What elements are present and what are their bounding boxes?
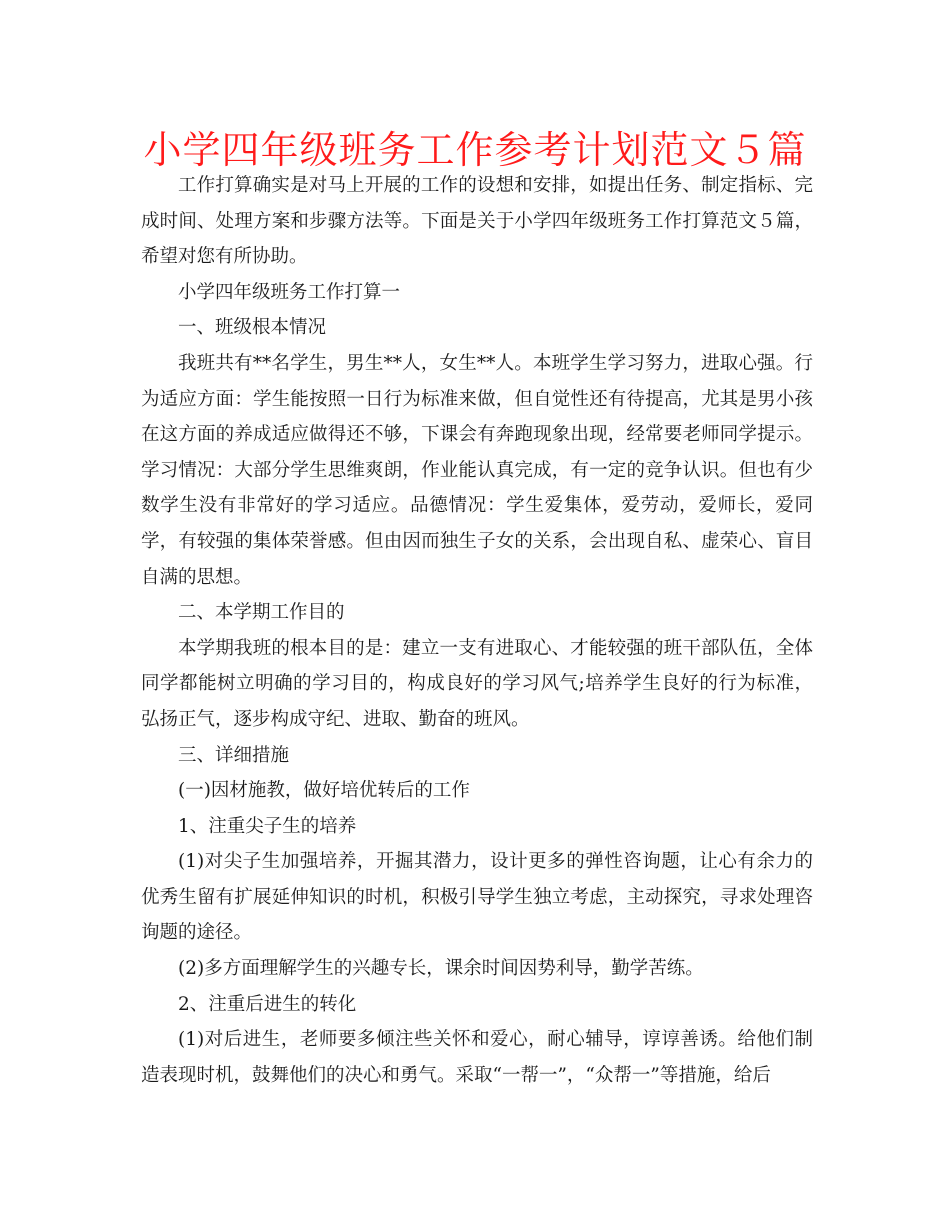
body-paragraph: 本学期我班的根本目的是：建立一支有进取心、才能较强的班干部队伍，全体同学都能树立明确的学习目的，构成良好的学习风气;培养学生良好的行为标准，弘扬正气，逐步构成守纪、进取、勤奋的班风。 xyxy=(141,637,813,730)
document-title: 小学四年级班务工作参考计划范文５篇 xyxy=(143,128,807,172)
subsection-heading: 2、注重后进生的转化 xyxy=(178,993,357,1015)
body-paragraph: 我班共有**名学生，男生**人，女生**人。本班学生学习努力，进取心强。行为适应方面：学生能按照一日行为标准来做，但自觉性还有待提高，尤其是男小孩在这方面的养成适应做得还不够，下课会有奔跑现象出现，经常要老师同学提示。学习情况：大部分学生思维爽朗，作业能认真完成，有一定的竞争认识。但也有少数学生没有非常好的学习适应。品德情况：学生爱集体，爱劳动，爱师长，爱同学，有较强的集体荣誉感。但由因而独生子女的关系，会出现自私、虚荣心、盲目自满的思想。 xyxy=(141,352,813,588)
section-heading-plan-one: 小学四年级班务工作打算一 xyxy=(178,281,401,303)
document-body xyxy=(141,168,813,1093)
subsection-heading: 1、注重尖子生的培养 xyxy=(178,815,357,837)
section-heading-goals: 二、本学期工作目的 xyxy=(178,602,345,624)
intro-paragraph: 工作打算确实是对马上开展的工作的设想和安排，如提出任务、制定指标、完成时间、处理方案和步骤方法等。下面是关于小学四年级班务工作打算范文５篇，希望对您有所协助。 xyxy=(141,175,813,268)
body-paragraph: (1)对后进生，老师要多倾注些关怀和爱心，耐心辅导，谆谆善诱。给他们制造表现时机，鼓舞他们的决心和勇气。采取“一帮一”，“众帮一”等措施，给后 xyxy=(141,1029,813,1086)
section-heading-measures: 三、详细措施 xyxy=(178,744,290,766)
body-paragraph: (1)对尖子生加强培养，开掘其潜力，设计更多的弹性咨询题，让心有余力的优秀生留有扩展延伸知识的时机，积极引导学生独立考虑，主动探究，寻求处理咨询题的途径。 xyxy=(141,851,813,944)
body-paragraph: (2)多方面理解学生的兴趣专长，课余时间因势利导，勤学苦练。 xyxy=(178,958,704,980)
section-heading-class-basics: 一、班级根本情况 xyxy=(178,317,327,339)
subsection-heading: (一)因材施教，做好培优转后的工作 xyxy=(178,780,470,802)
